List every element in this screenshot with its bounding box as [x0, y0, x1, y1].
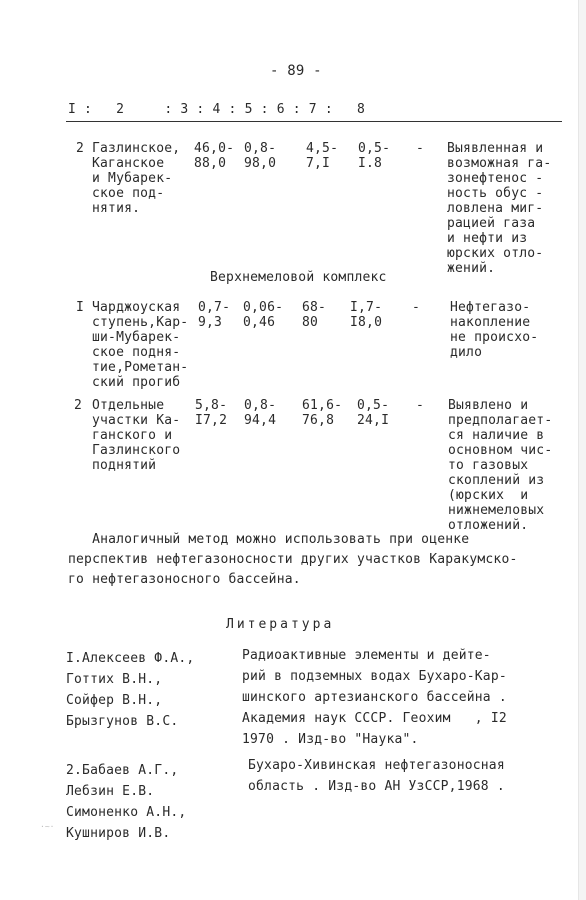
page-edge-shadow [578, 0, 586, 900]
row-field-name: Чарджоуская ступень,Кар- ши-Мубарек- ское подня- тие,Рометан- ский прогиб [92, 300, 189, 390]
row-field-name: Газлинское, Каганское и Мубарек- ское под- нятия. [92, 141, 181, 216]
header-rule [66, 121, 562, 122]
row-value-col3: 0,7- 9,3 [198, 300, 231, 330]
reference-authors: I.Алексеев Ф.А., Готтих В.Н., Сойфер В.Н., Брызгунов В.С. [66, 651, 195, 729]
row-number: 2 [76, 141, 85, 156]
row-value-col7: - [412, 300, 421, 315]
row-value-col6: I,7- I8,0 [350, 300, 383, 330]
row-value-col7: - [416, 141, 425, 156]
section-heading: Верхнемеловой комплекс [210, 270, 387, 285]
reference-authors: 2.Бабаев А.Г., Лебзин Е.В. Симоненко А.Н., Кушниров И.В. [66, 763, 187, 841]
row-value-col6: 0,5- I.8 [358, 141, 391, 171]
row-value-col5: 68- 80 [302, 300, 327, 330]
row-value-col3: 46,0- 88,0 [194, 141, 235, 171]
row-description: Выявленная и возможная га- зонефтенос - ность обус - ловлена миг- рацией газа и нефти из юрских отло- жений. [447, 141, 552, 276]
reference-text: Бухаро-Хивинская нефтегазоносная область . Изд-во АН УзССР,1968 . [248, 758, 505, 794]
row-description: Выявлено и предполагает- ся наличие в основном чис- то газовых скоплений из (юрских и нижнемеловых отложений. [448, 398, 553, 533]
row-value-col5: 4,5- 7,I [306, 141, 339, 171]
row-number: 2 [74, 398, 83, 413]
row-value-col4: 0,8- 94,4 [244, 398, 277, 428]
row-value-col7: - [416, 398, 425, 413]
margin-mark: ·~· [40, 822, 55, 831]
table-column-header: I : 2 : 3 : 4 : 5 : 6 : 7 : 8 [68, 102, 365, 117]
page-number: - 89 - [270, 63, 322, 79]
literature-heading: Литература [226, 617, 335, 632]
row-value-col4: 0,06- 0,46 [243, 300, 284, 330]
reference-text: Радиоактивные элементы и дейте- рий в подземных водах Бухаро-Кар- шинского артезианского бассейна . Академия наук СССР. Геохим , I2 1970 . Изд-во "Наука". [242, 648, 507, 747]
row-description: Нефтегазо- накопление не происхо- дило [450, 300, 539, 360]
body-paragraph: Аналогичный метод можно использовать при оценке перспектив нефтегазоносности других участков Каракумско- го нефтегазоносного бассейна. [68, 532, 518, 587]
row-value-col4: 0,8- 98,0 [244, 141, 277, 171]
row-value-col3: 5,8- I7,2 [195, 398, 228, 428]
row-field-name: Отдельные участки Ка- ганского и Газлинского поднятий [92, 398, 181, 473]
row-number: I [76, 300, 85, 315]
row-value-col5: 61,6- 76,8 [302, 398, 343, 428]
row-value-col6: 0,5- 24,I [357, 398, 390, 428]
